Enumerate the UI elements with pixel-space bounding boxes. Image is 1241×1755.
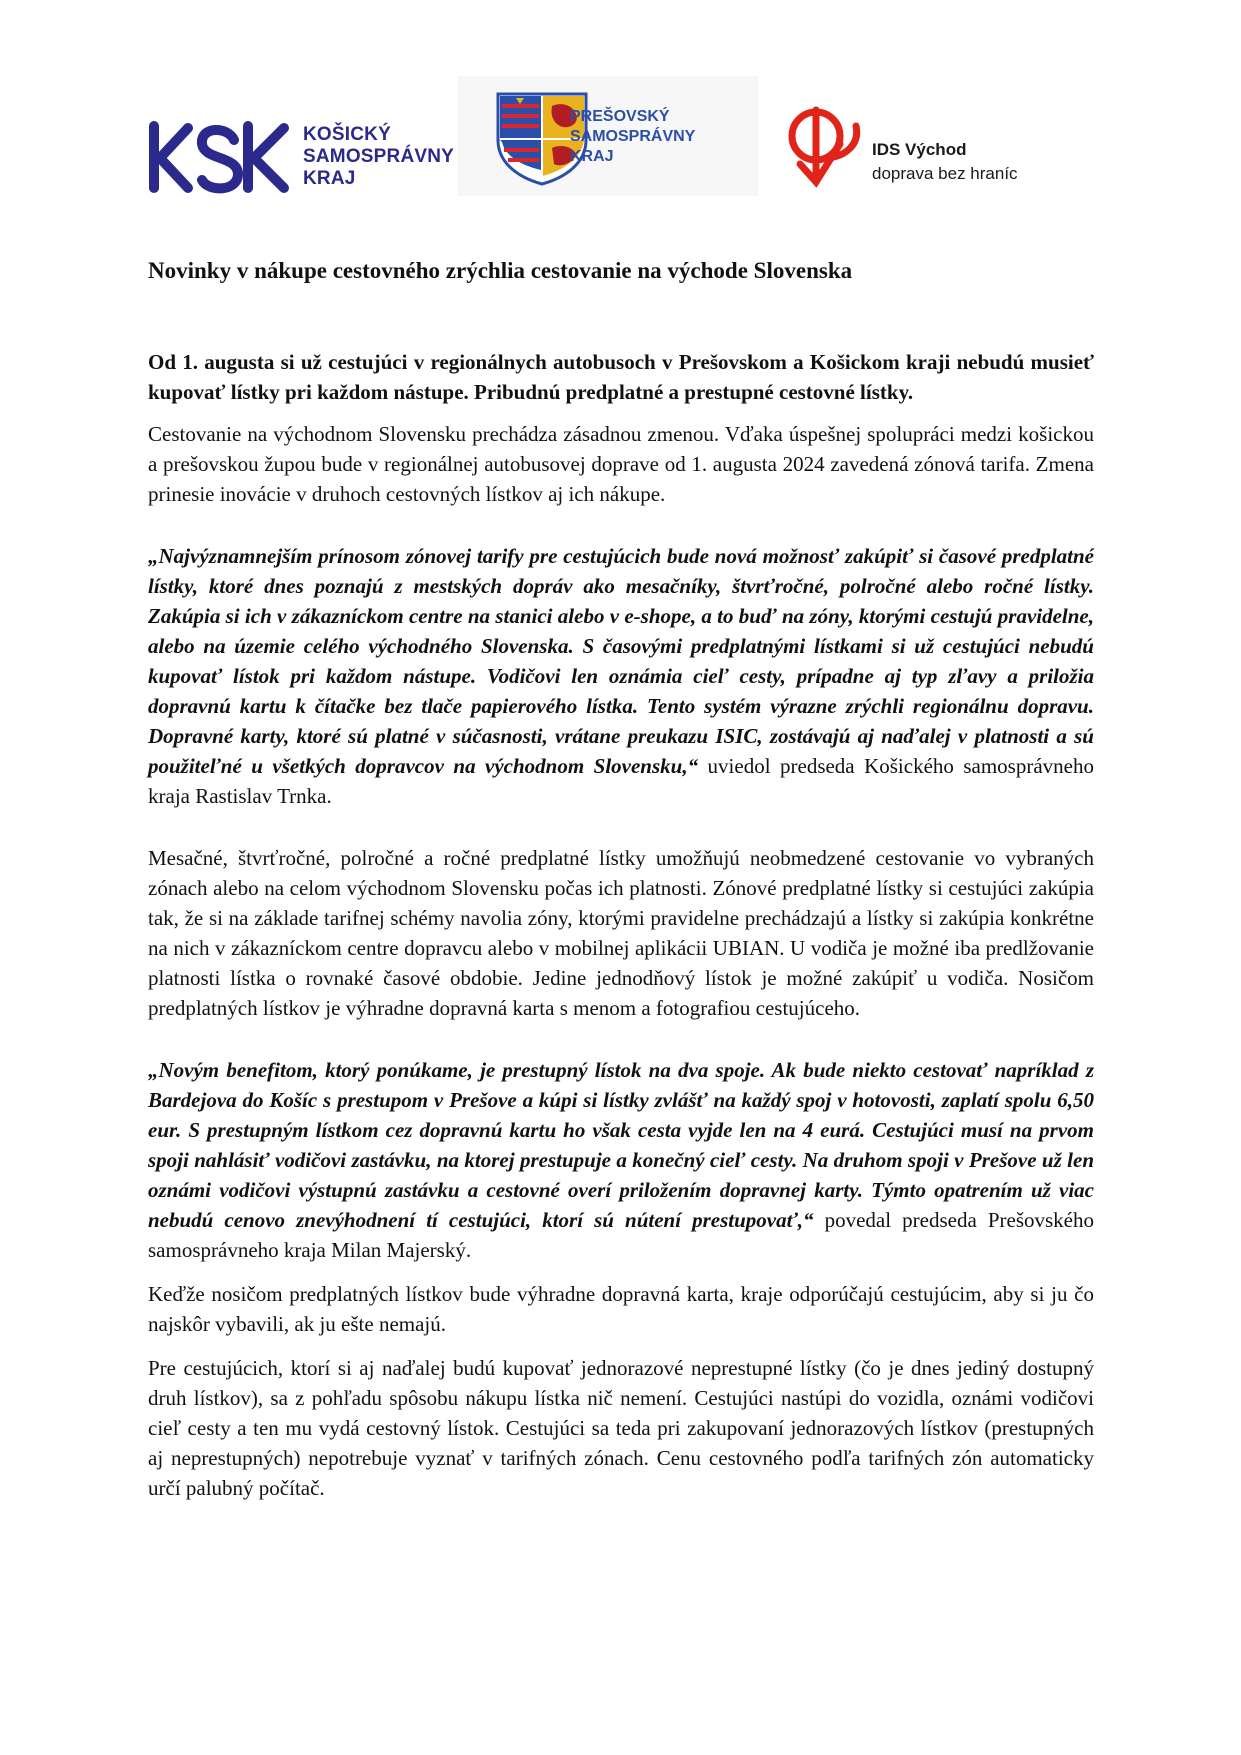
psk-logo [458,76,758,196]
psk-logo-text [570,107,750,167]
article-lead: Od 1. augusta si už cestujúci v regionálnych autobusoch v Prešovskom a Košickom kraji nebudú musieť kupovať lístky pri každom nástupe. Pribudnú predplatné a prestupné cestovné lístky. [148,350,1094,404]
psk-logo-line: SAMOSPRÁVNY [570,128,696,145]
article-title: Novinky v nákupe cestovného zrýchlia cestovanie na východe Slovenska [148,258,853,283]
quote-paragraph-trnka [148,541,1094,811]
ids-logo [782,104,1018,193]
ksk-logo [148,118,455,203]
ksk-mark-icon [148,118,296,198]
ksk-logo-line: KRAJ [303,168,356,189]
ksk-logo-line: KOŠICKÝ [303,124,391,145]
article [148,256,1094,1503]
quote-text: „Najvýznamnejším prínosom zónovej tarify pre cestujúcich bude nová možnosť zakúpiť si časové predplatné lístky, ktoré dnes poznajú z mestských dopráv ako mesačníky, štvrťročné, polročné alebo ročné lístky. Zakúpia si ich v zákazníckom centre na stanici alebo v e-shope, a to buď na zóny, ktorými cestujú pravidelne, alebo na územie celého východného Slovenska. S časovými predplatnými lístkami si už cestujúci nebudú kupovať lístok pri každom nástupe. Vodičovi len oznámia cieľ cesty, prípadne aj typ zľavy a priložia dopravnú kartu k čítačke bez tlače papierového lístka. Tento systém výrazne zrýchli regionálnu dopravu. Dopravné karty, ktoré sú platné v súčasnosti, vrátane preukazu ISIC, zostávajú aj naďalej v platnosti a sú použiteľné u všetkých dopravcov na východnom Slovensku,“ [148,544,1094,778]
ksk-logo-text [303,124,453,190]
quote-text: „Novým benefitom, ktorý ponúkame, je prestupný lístok na dva spoje. Ak bude niekto cestovať napríklad z Bardejova do Košíc s prestupom v Prešove a kúpi si lístky zvlášť na každý spoj v hotovosti, zaplatí spolu 6,50 eur. S prestupným lístkom cez dopravnú kartu ho však cesta vyjde len na 4 eurá. Cestujúci musí na prvom spoji nahlásiť vodičovi zastávku, na ktorej prestupuje a konečný cieľ cesty. Na druhom spoji v Prešove už len oznámi vodičovi výstupnú zastávku a cestovné overí priložením dopravnej karty. Týmto opatrením už viac nebudú cenovo znevýhodnení tí cestujúci, ktorí sú nútení prestupovať,“ [148,1058,1094,1232]
ids-mark-icon [782,104,866,188]
article-paragraph: Pre cestujúcich, ktorí si aj naďalej budú kupovať jednorazové neprestupné lístky (čo je dnes jediný dostupný druh lístkov), sa z pohľadu spôsobu nákupu lístka nič nemení. Cestujúci nastúpi do vozidla, oznámi vodičovi cieľ cesty a ten mu vydá cestovný lístok. Cestujúci sa teda pri zakupovaní jednorazových lístkov (prestupných aj neprestupných) nepotrebuje vyznať v tarifných zónach. Cenu cestovného podľa tarifných zón automaticky určí palubný počítač. [148,1356,1094,1500]
psk-logo-line: PREŠOVSKÝ [570,108,670,125]
article-paragraph: Keďže nosičom predplatných lístkov bude výhradne dopravná karta, kraje odporúčajú cestujúcim, aby si ju čo najskôr vybavili, ak ju ešte nemajú. [148,1282,1094,1336]
quote-attribution: uviedol predseda Košického samosprávneho kraja Rastislav Trnka. [148,754,1094,808]
ksk-logo-line: SAMOSPRÁVNY [303,146,455,167]
article-paragraph: Mesačné, štvrťročné, polročné a ročné predplatné lístky umožňujú neobmedzené cestovanie vo vybraných zónach alebo na celom východnom Slovensku počas ich platnosti. Zónové predplatné lístky si cestujúci zakúpia tak, že si na základe tarifnej schémy navolia zóny, ktorými pravidelne prechádzajú a lístky si zakúpia konkrétne na nich v zákazníckom centre dopravcu alebo v mobilnej aplikácii UBIAN. U vodiča je možné iba predlžovanie platnosti lístka o rovnaké časové obdobie. Jedine jednodňový lístok je možné zakúpiť u vodiča. Nosičom predplatných lístkov je výhradne dopravná karta s menom a fotografiou cestujúceho. [148,846,1094,1020]
quote-paragraph-majersky [148,1055,1094,1265]
ids-logo-subtitle: doprava bez hraníc [872,164,1018,183]
ids-logo-title: IDS Východ [872,140,967,159]
quote-attribution: povedal predseda Prešovského samosprávneho kraja Milan Majerský. [148,1208,1094,1262]
article-paragraph: Cestovanie na východnom Slovensku prechádza zásadnou zmenou. Vďaka úspešnej spolupráci medzi košickou a prešovskou župou bude v regionálnej autobusovej doprave od 1. augusta 2024 zavedená zónová tarifa. Zmena prinesie inovácie v druhoch cestovných lístkov aj ich nákupe. [148,422,1094,506]
logo-header [0,0,1241,230]
psk-logo-line: KRAJ [570,148,614,165]
